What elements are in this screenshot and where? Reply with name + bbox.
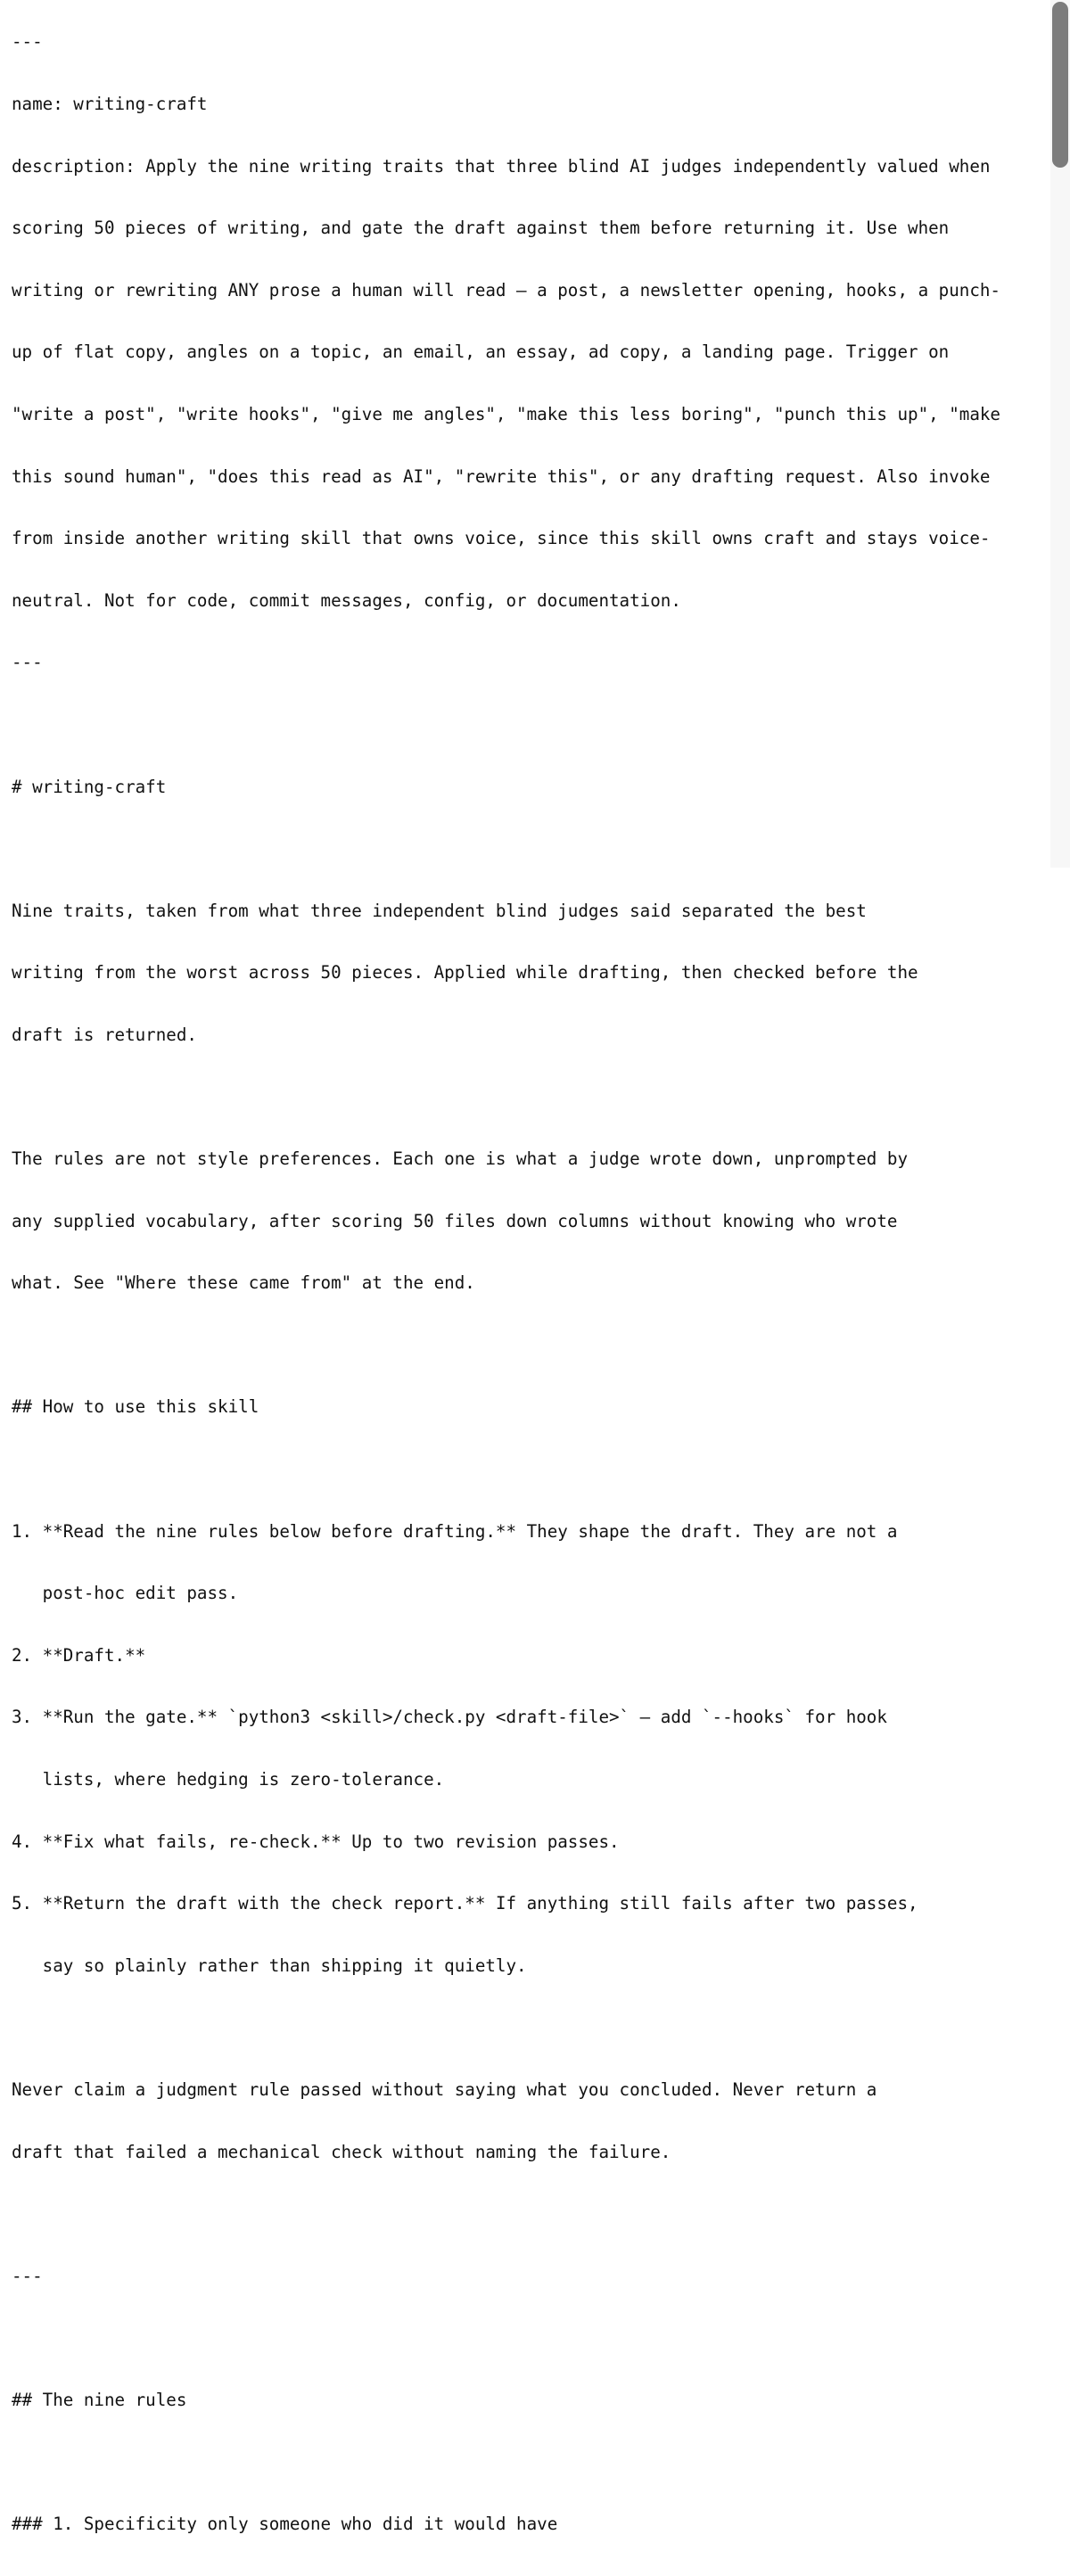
text-line: neutral. Not for code, commit messages, config, or documentation. [12, 589, 681, 611]
text-line: ### 1. Specificity only someone who did it would have [12, 2514, 558, 2535]
text-line: post-hoc edit pass. [12, 1583, 239, 1604]
text-line: draft is returned. [12, 1024, 197, 1045]
text-line [12, 1459, 1046, 1479]
text-line: any supplied vocabulary, after scoring 50 files down columns without knowing who wrote [12, 1210, 898, 1231]
text-line: writing or rewriting ANY prose a human will read — a post, a newsletter opening, hooks, a punch- [12, 279, 1000, 300]
text-line: Never claim a judgment rule passed without saying what you concluded. Never return a [12, 2079, 877, 2100]
text-line [12, 838, 1046, 859]
text-line: up of flat copy, angles on a topic, an email, an essay, ad copy, a landing page. Trigger on [12, 342, 950, 363]
text-line: name: writing-craft [12, 94, 208, 114]
text-line: from inside another writing skill that owns voice, since this skill owns craft and stays voice- [12, 528, 991, 549]
text-line [12, 2327, 1046, 2348]
text-line: --- [12, 2265, 43, 2286]
text-line: 1. **Read the nine rules below before drafting.** They shape the draft. They are not a [12, 1520, 898, 1542]
text-line: "write a post", "write hooks", "give me angles", "make this less boring", "punch this up", "make [12, 403, 1000, 424]
text-line [12, 714, 1046, 735]
text-line: scoring 50 pieces of writing, and gate the draft against them before returning it. Use when [12, 218, 950, 239]
text-line: lists, where hedging is zero-tolerance. [12, 1769, 445, 1790]
text-line [12, 2452, 1046, 2473]
text-line: The rules are not style preferences. Each one is what a judge wrote down, unprompted by [12, 1148, 909, 1170]
text-line [12, 1335, 1046, 1355]
text-line: draft that failed a mechanical check without naming the failure. [12, 2141, 671, 2162]
text-line: description: Apply the nine writing traits that three blind AI judges independently valued when [12, 155, 991, 177]
scrollbar-thumb[interactable] [1052, 2, 1068, 168]
text-line: # writing-craft [12, 776, 167, 797]
text-line [12, 1087, 1046, 1107]
text-line: this sound human", "does this read as AI", "rewrite this", or any drafting request. Also invoke [12, 465, 991, 487]
text-line: Nine traits, taken from what three independent blind judges said separated the best [12, 900, 867, 921]
text-line: 5. **Return the draft with the check report.** If anything still fails after two passes, [12, 1893, 918, 1914]
document-text [12, 0, 1046, 2576]
text-line: --- [12, 31, 43, 53]
text-line: writing from the worst across 50 pieces. Applied while drafting, then checked before the [12, 962, 918, 983]
text-line [12, 2017, 1046, 2037]
text-line [12, 2203, 1046, 2224]
text-line: --- [12, 652, 43, 673]
text-line: 4. **Fix what fails, re-check.** Up to two revision passes. [12, 1831, 620, 1852]
text-line: ## How to use this skill [12, 1396, 259, 1418]
vertical-scrollbar[interactable] [1050, 0, 1070, 868]
text-line: say so plainly rather than shipping it quietly. [12, 1955, 527, 1976]
text-line: 3. **Run the gate.** `python3 <skill>/check.py <draft-file>` — add `--hooks` for hook [12, 1707, 887, 1728]
text-line: what. See "Where these came from" at the end. [12, 1272, 475, 1294]
text-line: 2. **Draft.** [12, 1644, 146, 1666]
text-line: ## The nine rules [12, 2389, 187, 2410]
